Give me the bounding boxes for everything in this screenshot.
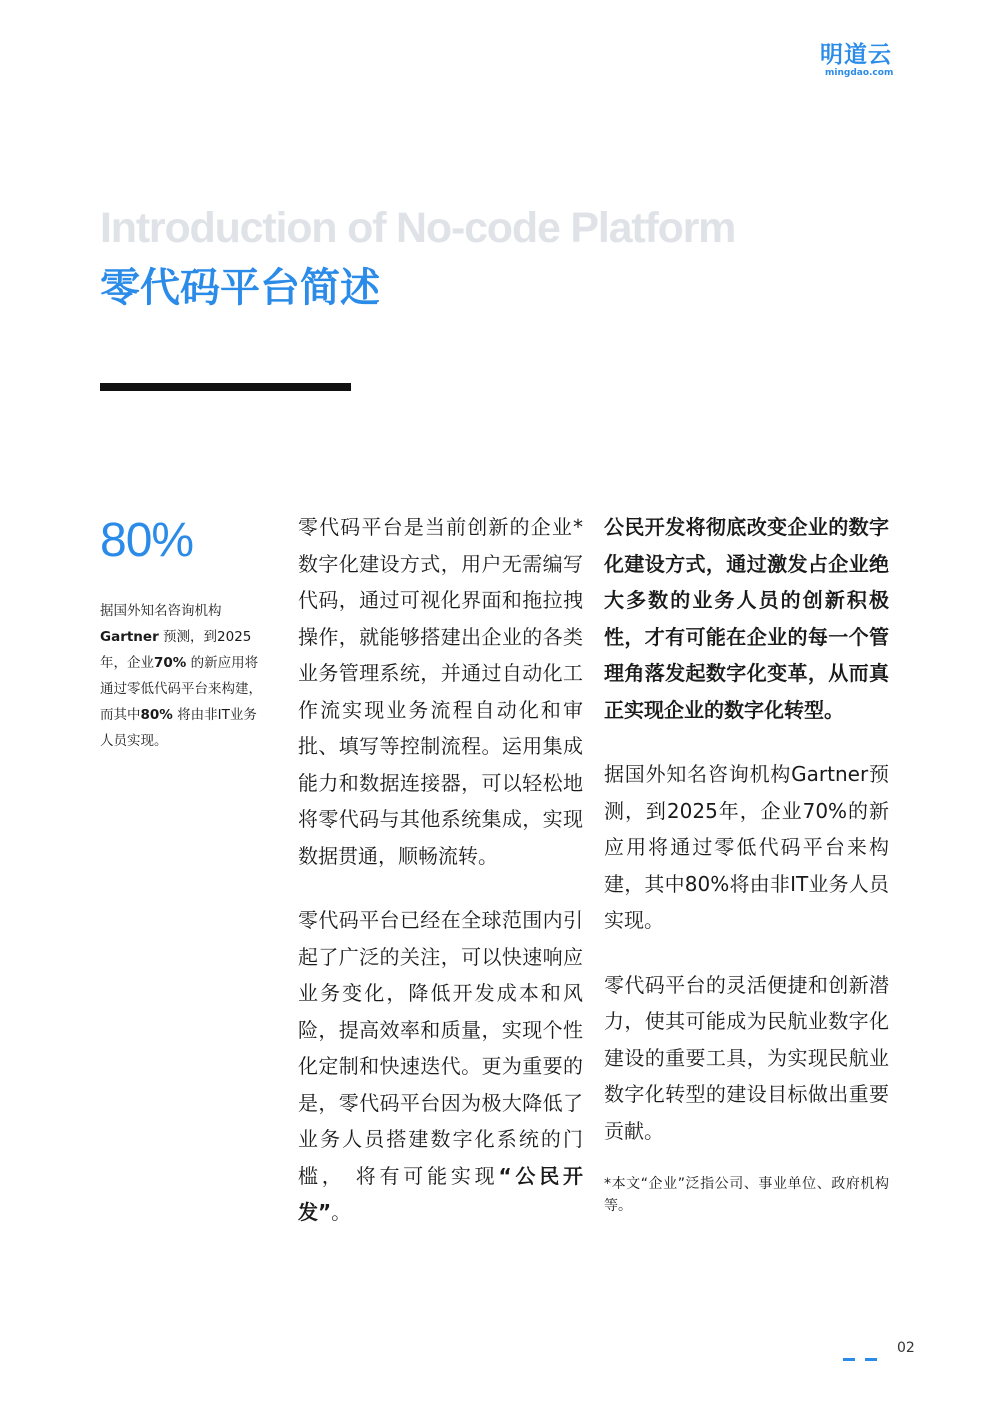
paragraph-text: 零代码平台已经在全球范围内引起了广泛的关注，可以快速响应业务变化，降低开发成本和风险，提高效率和质量，实现个性化定制和快速迭代。更为重要的是，零代码平台因为极大降低了业务人员搭建数字化系统的门槛， 将有可能实现 <box>298 908 583 1188</box>
paragraph: 零代码平台是当前创新的企业*数字化建设方式，用户无需编写代码，通过可视化界面和拖拉拽操作，就能够搭建出企业的各类业务管理系统，并通过自动化工作流实现业务流程自动化和审批、填写等控制流程。运用集成能力和数据连接器，可以轻松地将零代码与其他系统集成，实现数据贯通，顺畅流转。 <box>298 515 583 868</box>
column-right <box>604 509 889 1217</box>
stat-note-bold: Gartner <box>100 629 159 645</box>
stat-note-text: 据国外知名咨询机构 <box>100 603 222 619</box>
paragraph <box>298 902 583 1231</box>
stat-note <box>100 598 270 754</box>
page-title-en: Introduction of No-code Platform <box>100 204 736 252</box>
stat-note-bold: 70% <box>154 655 187 671</box>
title-divider-bar <box>100 383 351 391</box>
footnote: *本文“企业”泛指公司、事业单位、政府机构等。 <box>604 1176 889 1214</box>
dash <box>843 1358 855 1361</box>
paragraph: 据国外知名咨询机构Gartner预测，到2025年，企业70%的新应用将通过零低代码平台来构建，其中80%将由非IT业务人员实现。 <box>604 762 889 932</box>
lead-paragraph: 公民开发将彻底改变企业的数字化建设方式，通过激发占企业绝大多数的业务人员的创新积极性，才有可能在企业的每一个管理角落发起数字化变革，从而真正实现企业的数字化转型。 <box>604 515 889 722</box>
brand-logo <box>820 42 900 78</box>
dash <box>865 1358 877 1361</box>
paragraph: 零代码平台的灵活便捷和创新潜力，使其可能成为民航业数字化建设的重要工具，为实现民航业数字化转型的建设目标做出重要贡献。 <box>604 972 889 1143</box>
page-dashes-decoration <box>843 1349 887 1368</box>
column-middle <box>298 509 583 1259</box>
paragraph-bold: “公民开发” <box>298 1163 583 1224</box>
stat-note-text: 预测，到2025年，企业 <box>100 629 252 671</box>
stat-note-text: 将由非IT业务人员实现。 <box>100 707 257 749</box>
stat-note-text: 的新应用将通过零低代码平台来构建，而其中 <box>100 655 262 723</box>
paragraph-text: 。 <box>331 1200 352 1224</box>
logo-text-cn: 明道云 <box>820 42 892 68</box>
page-number: 02 <box>897 1340 915 1356</box>
stat-value: 80% <box>100 514 194 567</box>
stat-note-bold: 80% <box>140 707 173 723</box>
page-title-cn: 零代码平台简述 <box>100 265 380 311</box>
logo-text-en: mingdao.com <box>825 68 894 78</box>
